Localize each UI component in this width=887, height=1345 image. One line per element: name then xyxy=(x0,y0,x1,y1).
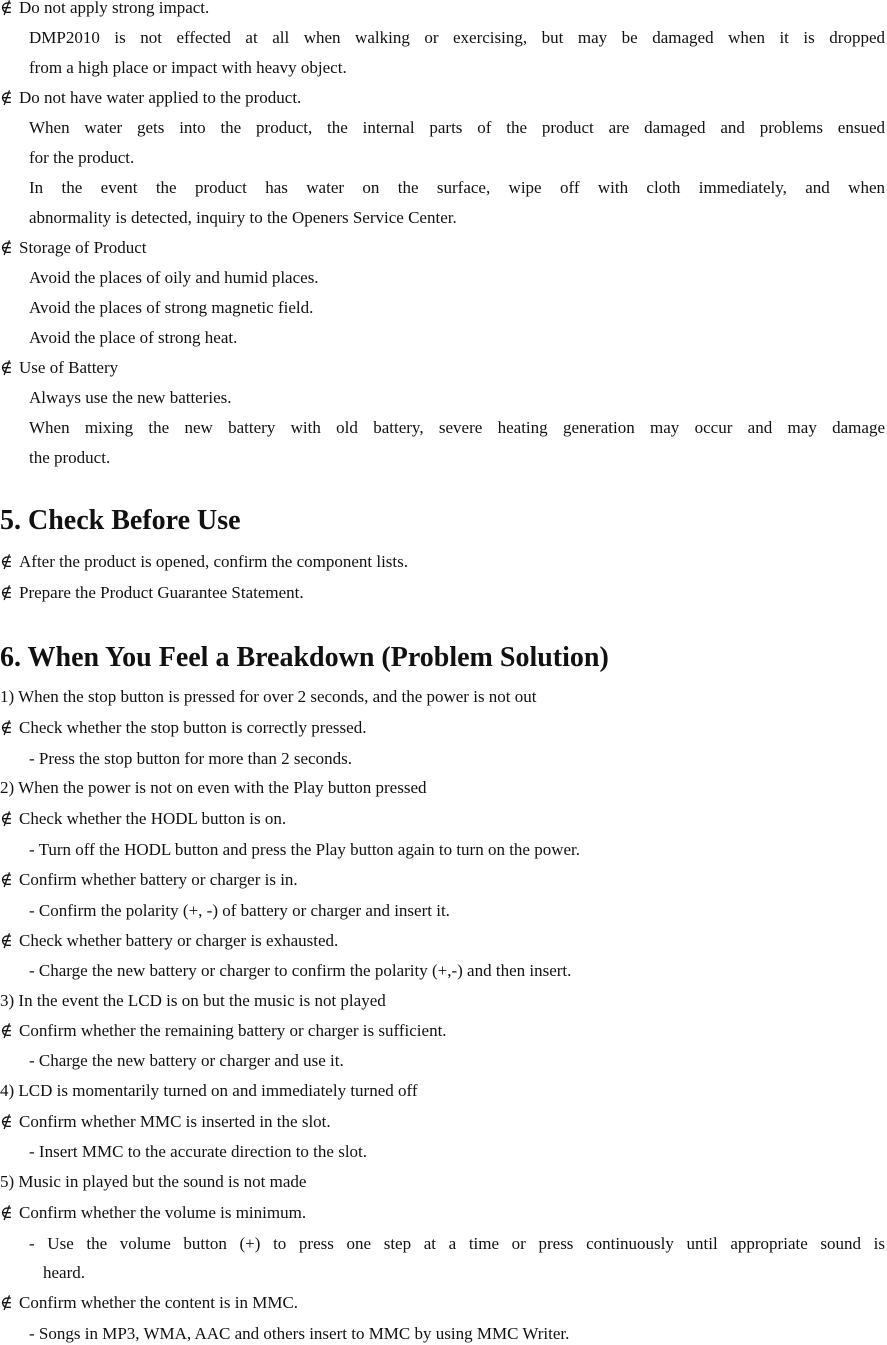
bullet-text: After the product is opened, confirm the component lists. xyxy=(19,552,409,571)
bullet-item xyxy=(0,552,885,572)
body-line: - Charge the new battery or charger and use it. xyxy=(29,1051,344,1070)
bullet-text: Storage of Product xyxy=(19,238,147,257)
problem-heading: 5) Music in played but the sound is not made xyxy=(0,1172,307,1191)
problem-heading: 1) When the stop button is pressed for over 2 seconds, and the power is not out xyxy=(0,687,537,706)
bullet-item xyxy=(0,718,885,738)
bullet-icon: ∉ xyxy=(0,718,13,737)
bullet-item xyxy=(0,870,885,890)
bullet-text: Use of Battery xyxy=(19,358,119,377)
bullet-text: Prepare the Product Guarantee Statement. xyxy=(19,583,304,602)
bullet-icon: ∉ xyxy=(0,583,13,602)
bullet-text: Confirm whether the remaining battery or charger is sufficient. xyxy=(19,1021,447,1040)
bullet-text: Check whether the stop button is correctly pressed. xyxy=(19,718,367,737)
bullet-item xyxy=(0,358,885,378)
problem-heading: 4) LCD is momentarily turned on and immediately turned off xyxy=(0,1081,418,1100)
body-line: for the product. xyxy=(29,148,135,167)
body-line: Always use the new batteries. xyxy=(29,388,232,407)
bullet-item xyxy=(0,1112,885,1132)
body-line: - Insert MMC to the accurate direction to the slot. xyxy=(29,1142,368,1161)
bullet-text: Check whether battery or charger is exhausted. xyxy=(19,931,339,950)
bullet-icon: ∉ xyxy=(0,0,13,17)
bullet-item xyxy=(0,931,885,951)
body-line: abnormality is detected, inquiry to the Openers Service Center. xyxy=(29,208,457,227)
bullet-item xyxy=(0,0,885,18)
problem-heading: 2) When the power is not on even with the Play button pressed xyxy=(0,778,427,797)
bullet-text: Do not apply strong impact. xyxy=(19,0,210,17)
bullet-item xyxy=(0,1293,885,1313)
body-line: Avoid the places of strong magnetic field. xyxy=(29,298,314,317)
bullet-icon: ∉ xyxy=(0,238,13,257)
body-line: - Use the volume button (+) to press one step at a time or press continuously until appropriate sound is xyxy=(29,1234,885,1253)
bullet-icon: ∉ xyxy=(0,88,13,107)
bullet-icon: ∉ xyxy=(0,1293,13,1312)
body-line: - Press the stop button for more than 2 seconds. xyxy=(29,749,352,768)
bullet-text: Check whether the HODL button is on. xyxy=(19,809,287,828)
body-line: the product. xyxy=(29,448,111,467)
bullet-text: Confirm whether the content is in MMC. xyxy=(19,1293,299,1312)
body-line: - Songs in MP3, WMA, AAC and others insert to MMC by using MMC Writer. xyxy=(29,1324,570,1343)
bullet-item xyxy=(0,1021,885,1041)
bullet-text: Do not have water applied to the product. xyxy=(19,88,302,107)
bullet-icon: ∉ xyxy=(0,552,13,571)
bullet-text: Confirm whether the volume is minimum. xyxy=(19,1203,307,1222)
bullet-icon: ∉ xyxy=(0,870,13,889)
body-line: In the event the product has water on the surface, wipe off with cloth immediately, and when xyxy=(29,178,885,197)
body-line: heard. xyxy=(43,1263,86,1282)
bullet-item xyxy=(0,238,885,258)
bullet-icon: ∉ xyxy=(0,931,13,950)
bullet-icon: ∉ xyxy=(0,1112,13,1131)
bullet-item xyxy=(0,583,885,603)
body-line: - Charge the new battery or charger to confirm the polarity (+,-) and then insert. xyxy=(29,961,572,980)
bullet-icon: ∉ xyxy=(0,1021,13,1040)
bullet-icon: ∉ xyxy=(0,1203,13,1222)
bullet-text: Confirm whether MMC is inserted in the slot. xyxy=(19,1112,331,1131)
section-heading: 6. When You Feel a Breakdown (Problem Solution) xyxy=(0,642,609,673)
problem-heading: 3) In the event the LCD is on but the music is not played xyxy=(0,991,386,1010)
body-line: - Turn off the HODL button and press the Play button again to turn on the power. xyxy=(29,840,581,859)
section-heading: 5. Check Before Use xyxy=(0,505,241,536)
bullet-item xyxy=(0,809,885,829)
body-line: DMP2010 is not effected at all when walking or exercising, but may be damaged when it is dropped xyxy=(29,28,885,47)
bullet-icon: ∉ xyxy=(0,358,13,377)
body-line: Avoid the places of oily and humid places. xyxy=(29,268,319,287)
body-line: - Confirm the polarity (+, -) of battery or charger and insert it. xyxy=(29,901,450,920)
body-line: from a high place or impact with heavy object. xyxy=(29,58,347,77)
bullet-icon: ∉ xyxy=(0,809,13,828)
body-line: Avoid the place of strong heat. xyxy=(29,328,238,347)
body-line: When water gets into the product, the internal parts of the product are damaged and problems ensued xyxy=(29,118,885,137)
body-line: When mixing the new battery with old battery, severe heating generation may occur and may damage xyxy=(29,418,885,437)
bullet-item xyxy=(0,88,885,108)
bullet-text: Confirm whether battery or charger is in. xyxy=(19,870,298,889)
bullet-item xyxy=(0,1203,885,1223)
